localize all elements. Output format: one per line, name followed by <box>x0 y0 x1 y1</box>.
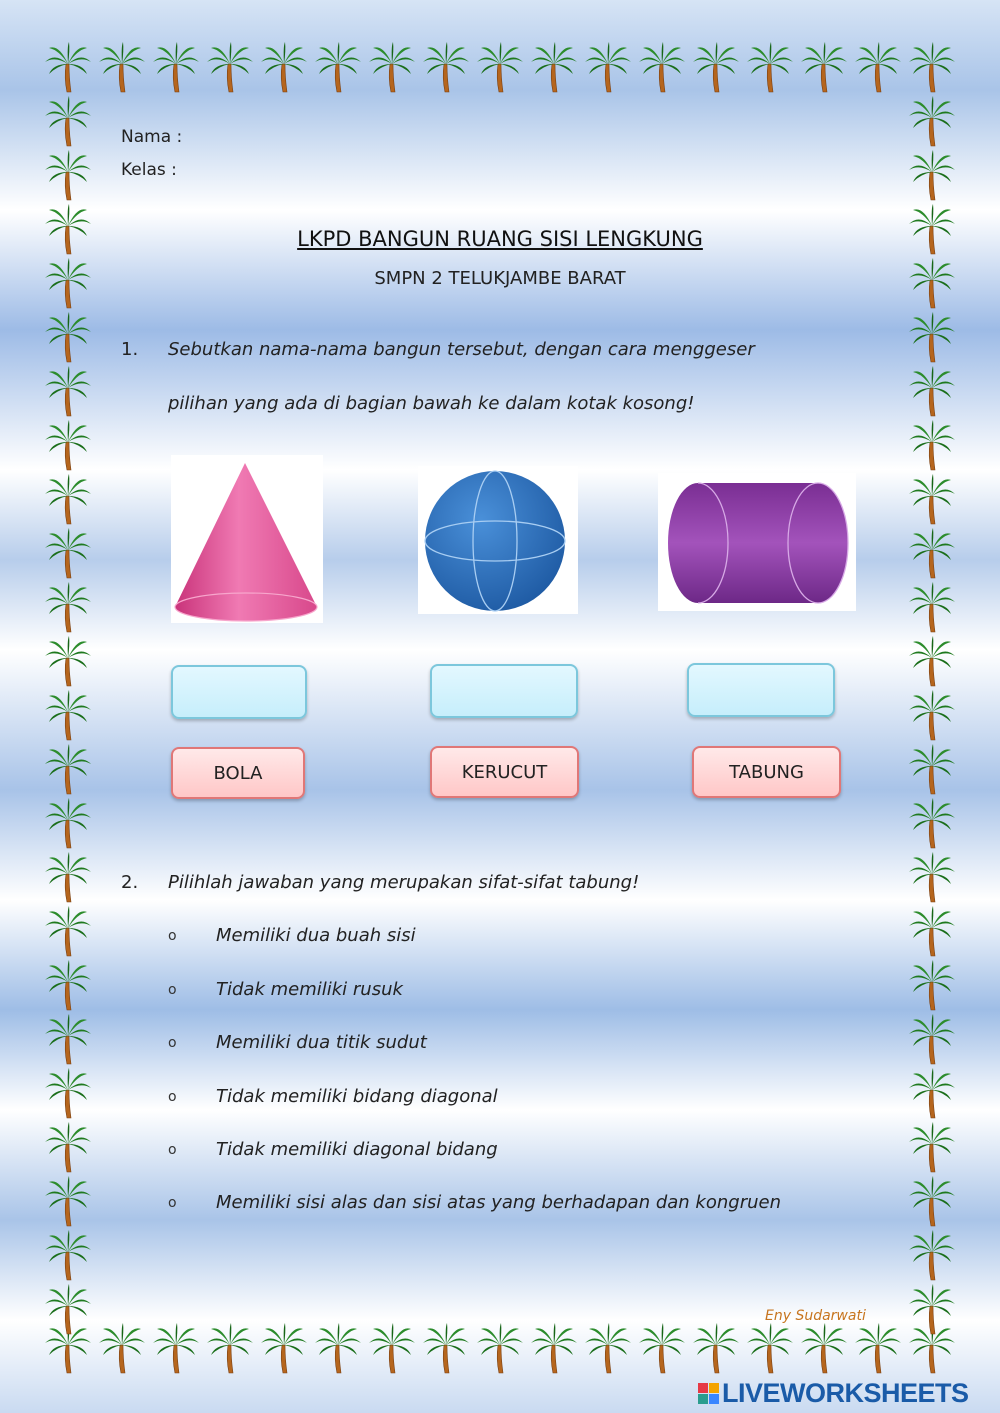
question-2-text: Pilihlah jawaban yang merupakan sifat-sifat tabung! <box>168 872 640 893</box>
palm-tree-icon <box>585 42 631 92</box>
palm-tree-icon <box>909 690 955 740</box>
palm-tree-icon <box>153 42 199 92</box>
palm-tree-icon <box>909 1068 955 1118</box>
radio-icon[interactable]: o <box>168 1034 177 1051</box>
author-signature: Eny Sudarwati <box>765 1308 866 1324</box>
palm-tree-icon <box>909 1230 955 1280</box>
palm-tree-icon <box>909 1014 955 1064</box>
palm-tree-icon <box>261 42 307 92</box>
question-1-text-line1: Sebutkan nama-nama bangun tersebut, dengan cara menggeser <box>168 339 755 360</box>
palm-tree-icon <box>909 366 955 416</box>
radio-icon[interactable]: o <box>168 1194 177 1211</box>
palm-tree-icon <box>801 42 847 92</box>
option-2-label: Tidak memiliki rusuk <box>216 979 403 1000</box>
palm-tree-icon <box>639 1323 685 1373</box>
palm-tree-icon <box>45 582 91 632</box>
palm-tree-icon <box>45 906 91 956</box>
palm-tree-icon <box>45 474 91 524</box>
logo-square <box>709 1383 719 1393</box>
palm-tree-icon <box>693 42 739 92</box>
palm-tree-icon <box>153 1323 199 1373</box>
logo-text: LIVEWORKSHEETS <box>722 1378 969 1408</box>
palm-tree-icon <box>909 1176 955 1226</box>
palm-tree-icon <box>207 1323 253 1373</box>
question-1-text-line2: pilihan yang ada di bagian bawah ke dalam kotak kosong! <box>168 393 695 414</box>
palm-tree-icon <box>909 906 955 956</box>
palm-tree-icon <box>531 1323 577 1373</box>
question-2-number: 2. <box>121 872 139 893</box>
palm-tree-icon <box>909 420 955 470</box>
palm-tree-icon <box>45 96 91 146</box>
palm-tree-icon <box>45 960 91 1010</box>
sphere-icon <box>418 466 578 614</box>
palm-tree-icon <box>747 1323 793 1373</box>
palm-tree-icon <box>207 42 253 92</box>
palm-tree-icon <box>99 1323 145 1373</box>
palm-tree-icon <box>909 42 955 92</box>
palm-tree-icon <box>909 1284 955 1334</box>
radio-icon[interactable]: o <box>168 927 177 944</box>
palm-tree-icon <box>909 528 955 578</box>
palm-tree-icon <box>369 42 415 92</box>
palm-tree-icon <box>585 1323 631 1373</box>
choice-tabung[interactable]: TABUNG <box>692 746 841 798</box>
palm-tree-icon <box>45 852 91 902</box>
palm-tree-icon <box>909 474 955 524</box>
option-3-label: Memiliki dua titik sudut <box>216 1032 427 1053</box>
name-label: Nama : <box>121 127 183 147</box>
palm-tree-icon <box>45 1230 91 1280</box>
palm-tree-icon <box>45 798 91 848</box>
palm-tree-icon <box>45 1068 91 1118</box>
page-title: LKPD BANGUN RUANG SISI LENGKUNG <box>297 227 703 251</box>
page-subtitle: SMPN 2 TELUKJAMBE BARAT <box>374 268 626 289</box>
palm-tree-icon <box>747 42 793 92</box>
palm-tree-icon <box>45 744 91 794</box>
cone-icon <box>171 455 323 623</box>
palm-tree-icon <box>909 1122 955 1172</box>
palm-tree-icon <box>477 42 523 92</box>
palm-tree-icon <box>477 1323 523 1373</box>
palm-tree-icon <box>315 1323 361 1373</box>
choice-bola[interactable]: BOLA <box>171 747 305 799</box>
sphere-image <box>418 466 578 614</box>
option-6-label: Memiliki sisi alas dan sisi atas yang berhadapan dan kongruen <box>216 1192 781 1213</box>
palm-tree-icon <box>315 42 361 92</box>
option-5[interactable] <box>168 1139 498 1160</box>
palm-tree-icon <box>801 1323 847 1373</box>
logo-square <box>709 1394 719 1404</box>
palm-tree-icon <box>45 42 91 92</box>
palm-tree-icon <box>909 96 955 146</box>
palm-tree-icon <box>693 1323 739 1373</box>
cylinder-image <box>658 473 856 611</box>
radio-icon[interactable]: o <box>168 1141 177 1158</box>
logo-square <box>698 1394 708 1404</box>
cone-image <box>171 455 323 623</box>
option-2[interactable] <box>168 979 403 1000</box>
palm-tree-icon <box>909 744 955 794</box>
palm-tree-icon <box>909 960 955 1010</box>
palm-tree-icon <box>423 42 469 92</box>
palm-tree-icon <box>45 420 91 470</box>
palm-tree-icon <box>45 312 91 362</box>
palm-tree-icon <box>531 42 577 92</box>
logo-square <box>698 1383 708 1393</box>
palm-tree-icon <box>909 798 955 848</box>
liveworksheets-logo[interactable] <box>698 1378 969 1409</box>
palm-tree-icon <box>45 1176 91 1226</box>
option-1[interactable] <box>168 925 416 946</box>
palm-tree-icon <box>99 42 145 92</box>
palm-tree-icon <box>45 366 91 416</box>
palm-tree-icon <box>45 1014 91 1064</box>
palm-tree-icon <box>909 852 955 902</box>
palm-tree-icon <box>45 1122 91 1172</box>
palm-tree-icon <box>45 150 91 200</box>
palm-tree-icon <box>639 42 685 92</box>
option-6[interactable] <box>168 1192 781 1213</box>
palm-tree-icon <box>909 312 955 362</box>
palm-tree-icon <box>261 1323 307 1373</box>
class-label: Kelas : <box>121 160 177 180</box>
choice-kerucut[interactable]: KERUCUT <box>430 746 579 798</box>
palm-tree-icon <box>369 1323 415 1373</box>
option-5-label: Tidak memiliki diagonal bidang <box>216 1139 498 1160</box>
drop-box-cone[interactable] <box>171 665 307 719</box>
palm-tree-icon <box>45 636 91 686</box>
palm-tree-icon <box>855 1323 901 1373</box>
logo-grid-icon <box>698 1383 719 1404</box>
palm-tree-icon <box>45 528 91 578</box>
option-4[interactable] <box>168 1086 498 1107</box>
question-1-number: 1. <box>121 339 139 360</box>
palm-tree-icon <box>909 636 955 686</box>
option-4-label: Tidak memiliki bidang diagonal <box>216 1086 498 1107</box>
palm-tree-icon <box>45 1284 91 1334</box>
palm-tree-icon <box>45 690 91 740</box>
radio-icon[interactable]: o <box>168 1088 177 1105</box>
drop-box-sphere[interactable] <box>430 664 578 718</box>
option-1-label: Memiliki dua buah sisi <box>216 925 416 946</box>
cylinder-icon <box>658 473 856 611</box>
palm-tree-icon <box>909 582 955 632</box>
radio-icon[interactable]: o <box>168 981 177 998</box>
palm-tree-icon <box>423 1323 469 1373</box>
option-3[interactable] <box>168 1032 427 1053</box>
drop-box-cylinder[interactable] <box>687 663 835 717</box>
palm-tree-icon <box>855 42 901 92</box>
palm-tree-icon <box>909 150 955 200</box>
